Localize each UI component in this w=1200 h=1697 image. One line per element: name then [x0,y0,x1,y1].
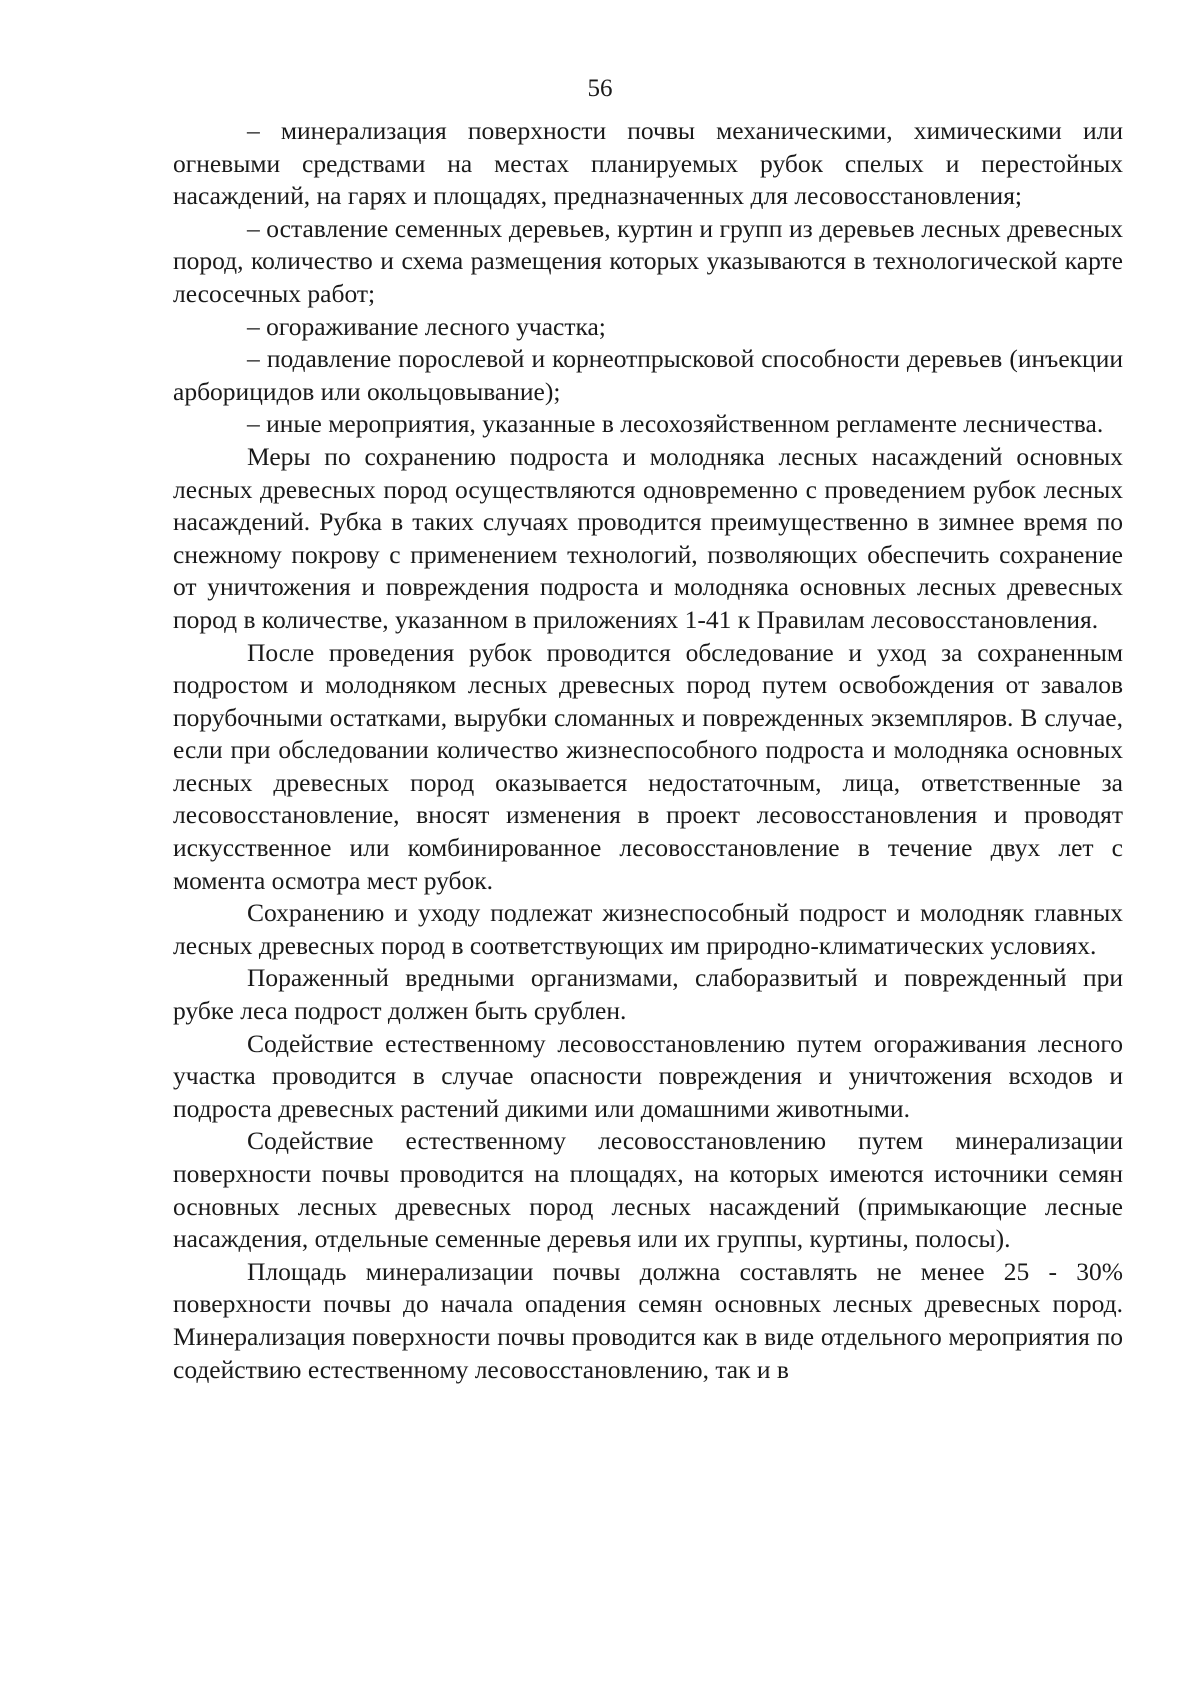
paragraph-damaged-undergrowth: Пораженный вредными организмами, слаборазвитый и поврежденный при рубке леса подрост должен быть срублен. [173,963,1123,1026]
paragraph-mineralization-assistance: Содействие естественному лесовосстановлению путем минерализации поверхности почвы проводится на площадях, на которых имеются источники семян основных лесных древесных пород лесных насаждений (примыкающие лесные насаждения, отдельные семенные деревья или их группы, куртины, полосы). [173,1126,1123,1254]
paragraph-mineralization-area: Площадь минерализации почвы должна составлять не менее 25 - 30% поверхности почвы до начала опадения семян основных лесных древесных пород. Минерализация поверхности почвы проводится как в виде отдельного мероприятия по содействию естественному лесовосстановлению, так и в [173,1256,1123,1384]
list-item-fencing: – огораживание лесного участка; [247,311,606,341]
page-number: 56 [587,75,613,102]
paragraph-post-felling-care: После проведения рубок проводится обследование и уход за сохраненным подростом и молодняком лесных древесных пород путем освобождения от завалов порубочными остатками, вырубки сломанных и поврежденных экземпляров. В случае, если при обследовании количество жизнеспособного подроста и молодняка основных лесных древесных пород оказывается недостаточным, лица, ответственные за лесовосстановление, вносят изменения в проект лесовосстановления и проводят искусственное или комбинированное лесовосстановление в течение двух лет с момента осмотра мест рубок. [173,637,1123,895]
paragraph-care-subject: Сохранению и уходу подлежат жизнеспособный подрост и молодняк главных лесных древесных пород в соответствующих им природно-климатических условиях. [173,898,1123,960]
document-body [173,115,1123,1386]
paragraph-fencing-assistance: Содействие естественному лесовосстановлению путем огораживания лесного участка проводится в случае опасности повреждения и уничтожения всходов и подроста древесных растений дикими или домашними животными. [173,1028,1123,1123]
paragraph-undergrowth-preservation: Меры по сохранению подроста и молодняка лесных насаждений основных лесных древесных пород осуществляются одновременно с проведением рубок лесных насаждений. Рубка в таких случаях проводится преимущественно в зимнее время по снежному покрову с применением технологий, позволяющих обеспечить сохранение от уничтожения и повреждения подроста и молодняка основных лесных древесных пород в количестве, указанном в приложениях 1-41 к Правилам лесовосстановления. [173,441,1123,634]
list-item-other-measures: – иные мероприятия, указанные в лесохозяйственном регламенте лесничества. [247,409,1104,439]
list-item-suppression: – подавление порослевой и корнеотпрысковой способности деревьев (инъекции арборицидов или окольцовывание); [173,344,1123,406]
list-item-seed-trees: – оставление семенных деревьев, куртин и групп из деревьев лесных древесных пород, количество и схема размещения которых указываются в технологической карте лесосечных работ; [173,213,1123,308]
list-item-mineralization: – минерализация поверхности почвы механическими, химическими или огневыми средствами на местах планируемых рубок спелых и перестойных насаждений, на гарях и площадях, предназначенных для лесовосстановления; [173,116,1123,211]
